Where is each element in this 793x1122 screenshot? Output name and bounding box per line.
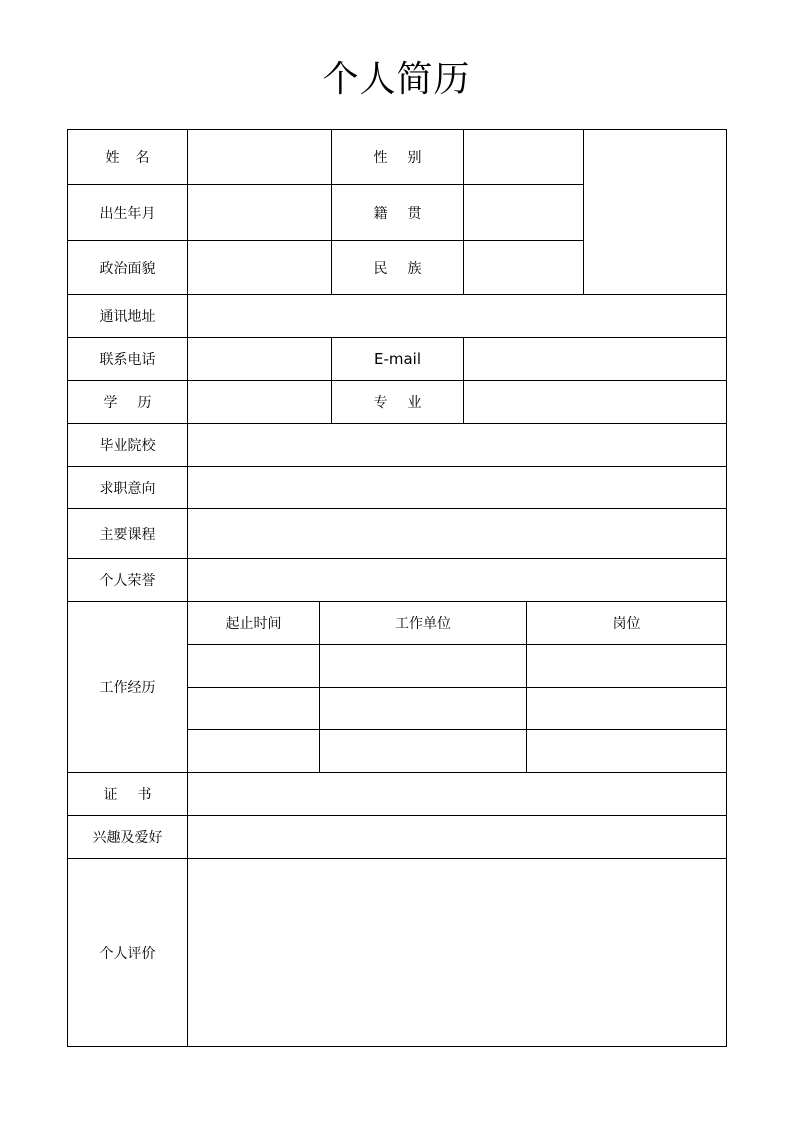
self-evaluation-label: 个人评价 — [67, 858, 188, 1047]
school-label: 毕业院校 — [67, 423, 188, 467]
work-experience-label: 工作经历 — [67, 601, 188, 773]
courses-field — [187, 508, 727, 559]
work-row-2-period — [187, 687, 320, 730]
work-row-3-employer — [319, 729, 527, 773]
work-header-position: 岗位 — [526, 601, 727, 645]
work-row-2-employer — [319, 687, 527, 730]
major-field — [463, 380, 727, 424]
work-row-3-position — [526, 729, 727, 773]
honors-field — [187, 558, 727, 602]
school-field — [187, 423, 727, 467]
work-row-3-period — [187, 729, 320, 773]
work-row-1-period — [187, 644, 320, 688]
phone-label: 联系电话 — [67, 337, 188, 381]
work-row-1-employer — [319, 644, 527, 688]
native-place-label: 籍 贯 — [331, 184, 464, 241]
address-field — [187, 294, 727, 338]
work-header-period: 起止时间 — [187, 601, 320, 645]
objective-label: 求职意向 — [67, 466, 188, 509]
work-row-1-position — [526, 644, 727, 688]
major-label: 专 业 — [331, 380, 464, 424]
name-label: 姓 名 — [67, 129, 188, 185]
email-field — [463, 337, 727, 381]
email-label: E-mail — [331, 337, 464, 381]
political-field — [187, 240, 332, 295]
address-label: 通讯地址 — [67, 294, 188, 338]
ethnicity-label: 民 族 — [331, 240, 464, 295]
education-field — [187, 380, 332, 424]
political-label: 政治面貌 — [67, 240, 188, 295]
phone-field — [187, 337, 332, 381]
objective-field — [187, 466, 727, 509]
document-title: 个人简历 — [322, 59, 471, 100]
birth-label: 出生年月 — [67, 184, 188, 241]
ethnicity-field — [463, 240, 584, 295]
education-label: 学 历 — [67, 380, 188, 424]
work-row-2-position — [526, 687, 727, 730]
self-evaluation-field — [187, 858, 727, 1047]
honors-label: 个人荣誉 — [67, 558, 188, 602]
native-place-field — [463, 184, 584, 241]
gender-label: 性 别 — [331, 129, 464, 185]
hobbies-label: 兴趣及爱好 — [67, 815, 188, 859]
certificates-field — [187, 772, 727, 816]
photo-box — [583, 129, 727, 295]
certificates-label: 证 书 — [67, 772, 188, 816]
birth-field — [187, 184, 332, 241]
courses-label: 主要课程 — [67, 508, 188, 559]
work-header-employer: 工作单位 — [319, 601, 527, 645]
hobbies-field — [187, 815, 727, 859]
name-field — [187, 129, 332, 185]
gender-field — [463, 129, 584, 185]
